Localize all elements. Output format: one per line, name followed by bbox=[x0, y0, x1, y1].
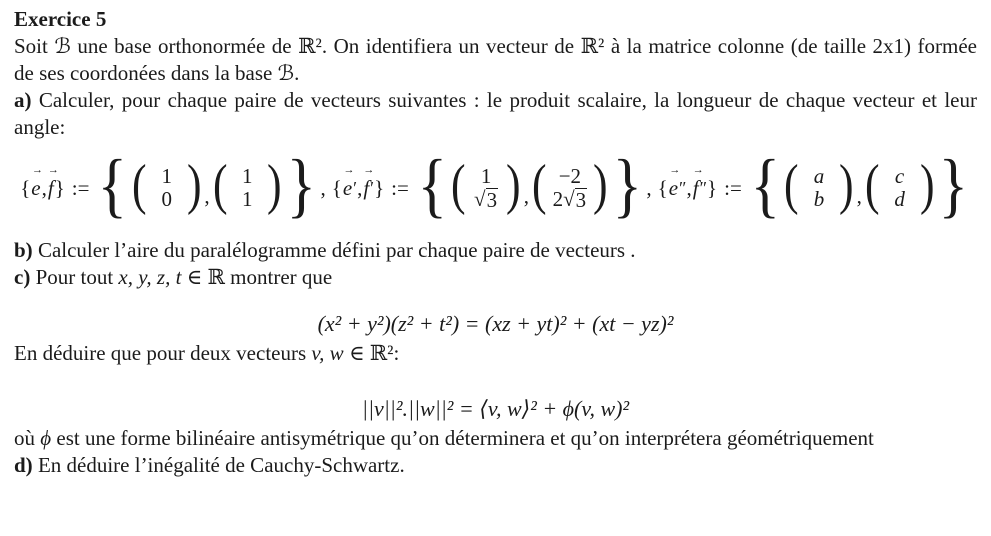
big-left-brace: { bbox=[417, 145, 447, 225]
prime-mark: ″ bbox=[679, 177, 687, 198]
element-of-r2: ∈ ℝ²: bbox=[343, 341, 400, 365]
item-b-label: b) bbox=[14, 238, 33, 262]
big-right-paren: ) bbox=[506, 154, 521, 216]
math-variables: x, y, z, t bbox=[118, 265, 182, 289]
deduce-text: En déduire que pour deux vecteurs bbox=[14, 341, 312, 365]
prime-mark: ′ bbox=[370, 177, 375, 198]
phi-paragraph bbox=[14, 425, 977, 452]
big-right-paren: ) bbox=[839, 154, 854, 216]
entry: b bbox=[813, 187, 825, 211]
vector-arrow-icon: → bbox=[692, 163, 703, 176]
vector-f bbox=[47, 163, 58, 201]
big-left-brace: { bbox=[750, 145, 780, 225]
vector-e bbox=[31, 163, 42, 201]
item-c-label: c) bbox=[14, 265, 31, 289]
vector-letter: f bbox=[363, 175, 370, 200]
entry: 1 bbox=[242, 187, 253, 211]
right-brace: } bbox=[54, 175, 65, 200]
sqrt-sign: √ bbox=[474, 186, 486, 211]
assign-symbol: := bbox=[391, 175, 409, 200]
entry: c bbox=[894, 164, 905, 188]
blackboard-r2-symbol: ℝ² bbox=[580, 34, 605, 58]
comma: , bbox=[686, 175, 692, 200]
big-left-paren: ( bbox=[532, 154, 547, 216]
vector-letter: f bbox=[47, 175, 54, 200]
element-of-r: ∈ ℝ bbox=[181, 265, 231, 289]
vector-arrow-icon: → bbox=[669, 163, 680, 176]
big-left-paren: ( bbox=[212, 154, 228, 216]
vector-e-prime bbox=[342, 163, 354, 201]
vector-letter: e bbox=[342, 175, 353, 200]
column-vector bbox=[801, 165, 837, 211]
set2-label bbox=[331, 163, 415, 201]
sqrt-expression bbox=[553, 188, 588, 212]
left-brace: { bbox=[657, 175, 668, 200]
phi-text: est une forme bilinéaire antisymétrique qu’on déterminera et qu’on interprétera géométriquement bbox=[51, 426, 874, 450]
vector-letter: e bbox=[668, 175, 679, 200]
comma: , bbox=[523, 183, 529, 208]
item-c bbox=[14, 264, 977, 291]
column-vector bbox=[882, 165, 918, 211]
prime-mark: ″ bbox=[699, 177, 708, 198]
vector-arrow-icon: → bbox=[31, 163, 42, 176]
column-vector bbox=[468, 165, 504, 212]
big-left-paren: ( bbox=[132, 154, 147, 216]
comma: , bbox=[204, 183, 210, 208]
deduce-paragraph bbox=[14, 340, 977, 367]
item-d-text: En déduire l’inégalité de Cauchy-Schwartz. bbox=[32, 453, 405, 477]
assign-symbol: := bbox=[724, 175, 742, 200]
prime-mark: ′ bbox=[353, 177, 358, 198]
big-right-brace: } bbox=[286, 145, 316, 225]
set3-label bbox=[657, 163, 748, 201]
left-brace: { bbox=[20, 175, 31, 200]
intro-run: une base orthonormée de bbox=[70, 34, 299, 58]
assign-symbol: := bbox=[71, 175, 90, 200]
intro-run: Soit bbox=[14, 34, 55, 58]
radicand: 3 bbox=[486, 187, 498, 212]
intro-run: . bbox=[294, 61, 300, 85]
big-left-paren: ( bbox=[784, 154, 799, 216]
item-a-label: a) bbox=[14, 88, 32, 112]
big-right-brace: } bbox=[612, 145, 642, 225]
entry: 1 bbox=[480, 163, 492, 188]
set1-label bbox=[20, 163, 95, 201]
sqrt-sign: √ bbox=[563, 186, 575, 211]
blackboard-r2-symbol: ℝ² bbox=[298, 34, 322, 58]
entry: 1 bbox=[161, 164, 172, 188]
big-right-brace: } bbox=[938, 145, 969, 225]
radicand: 3 bbox=[575, 187, 587, 212]
big-right-paren: ) bbox=[593, 154, 608, 216]
coefficient: 2 bbox=[552, 186, 564, 211]
left-brace: { bbox=[331, 175, 342, 200]
comma: , bbox=[856, 183, 862, 208]
right-brace: } bbox=[707, 175, 718, 200]
comma: , bbox=[646, 175, 652, 200]
big-left-brace: { bbox=[98, 145, 128, 225]
item-d bbox=[14, 452, 977, 479]
item-b-text: Calculer l’aire du paralélogramme défini par chaque paire de vecteurs . bbox=[32, 238, 636, 262]
item-a-text: Calculer, pour chaque paire de vecteurs suivantes : le produit scalaire, la longueur de chaque vecteur et leur angle: bbox=[14, 88, 977, 139]
sqrt-expression bbox=[474, 188, 498, 212]
vector-arrow-icon: → bbox=[363, 163, 374, 176]
big-left-paren: ( bbox=[451, 154, 467, 216]
phi-symbol: ϕ bbox=[40, 426, 52, 450]
item-c-text: montrer que bbox=[230, 265, 333, 289]
math-variables: v, w bbox=[311, 341, 344, 365]
comma: , bbox=[357, 175, 363, 200]
right-brace: } bbox=[374, 175, 385, 200]
vector-letter: e bbox=[31, 175, 41, 200]
entry: −2 bbox=[558, 163, 582, 188]
big-right-paren: ) bbox=[267, 154, 282, 216]
entry: a bbox=[813, 164, 825, 188]
vector-letter: f bbox=[692, 175, 699, 200]
vector-pairs-display bbox=[14, 144, 977, 232]
big-right-paren: ) bbox=[919, 154, 935, 216]
intro-paragraph bbox=[14, 33, 977, 87]
entry: d bbox=[894, 187, 905, 211]
phi-text: où bbox=[14, 426, 41, 450]
entry: 1 bbox=[242, 164, 253, 188]
column-vector bbox=[549, 165, 592, 212]
script-b-symbol: ℬ bbox=[54, 34, 71, 58]
item-b bbox=[14, 237, 977, 264]
entry: 0 bbox=[161, 187, 172, 211]
item-a bbox=[14, 87, 977, 141]
item-c-text: Pour tout bbox=[30, 265, 119, 289]
big-left-paren: ( bbox=[864, 154, 880, 216]
vector-f-prime bbox=[363, 163, 374, 201]
vector-e-double-prime bbox=[668, 163, 680, 201]
vector-arrow-icon: → bbox=[343, 163, 354, 176]
vector-f-double-prime bbox=[692, 163, 703, 201]
item-d-label: d) bbox=[14, 453, 33, 477]
identity-equation: (x² + y²)(z² + t²) = (xz + yt)² + (xt − yz)² bbox=[317, 311, 674, 336]
script-b-symbol: ℬ bbox=[277, 61, 295, 85]
intro-run: . On identifiera un vecteur de bbox=[321, 34, 581, 58]
comma: , bbox=[320, 175, 326, 200]
vector-arrow-icon: → bbox=[47, 163, 58, 176]
exercise-title: Exercice 5 bbox=[14, 7, 107, 31]
column-vector bbox=[229, 165, 265, 211]
big-right-paren: ) bbox=[186, 154, 202, 216]
intro-run: à la matrice colonne (de taille 2x1) formée de ses coordonées dans la base bbox=[14, 34, 977, 85]
norm-equation: ||v||².||w||² = ⟨v, w⟩² + ϕ(v, w)² bbox=[361, 396, 630, 421]
comma: , bbox=[41, 175, 47, 200]
column-vector bbox=[149, 165, 185, 211]
